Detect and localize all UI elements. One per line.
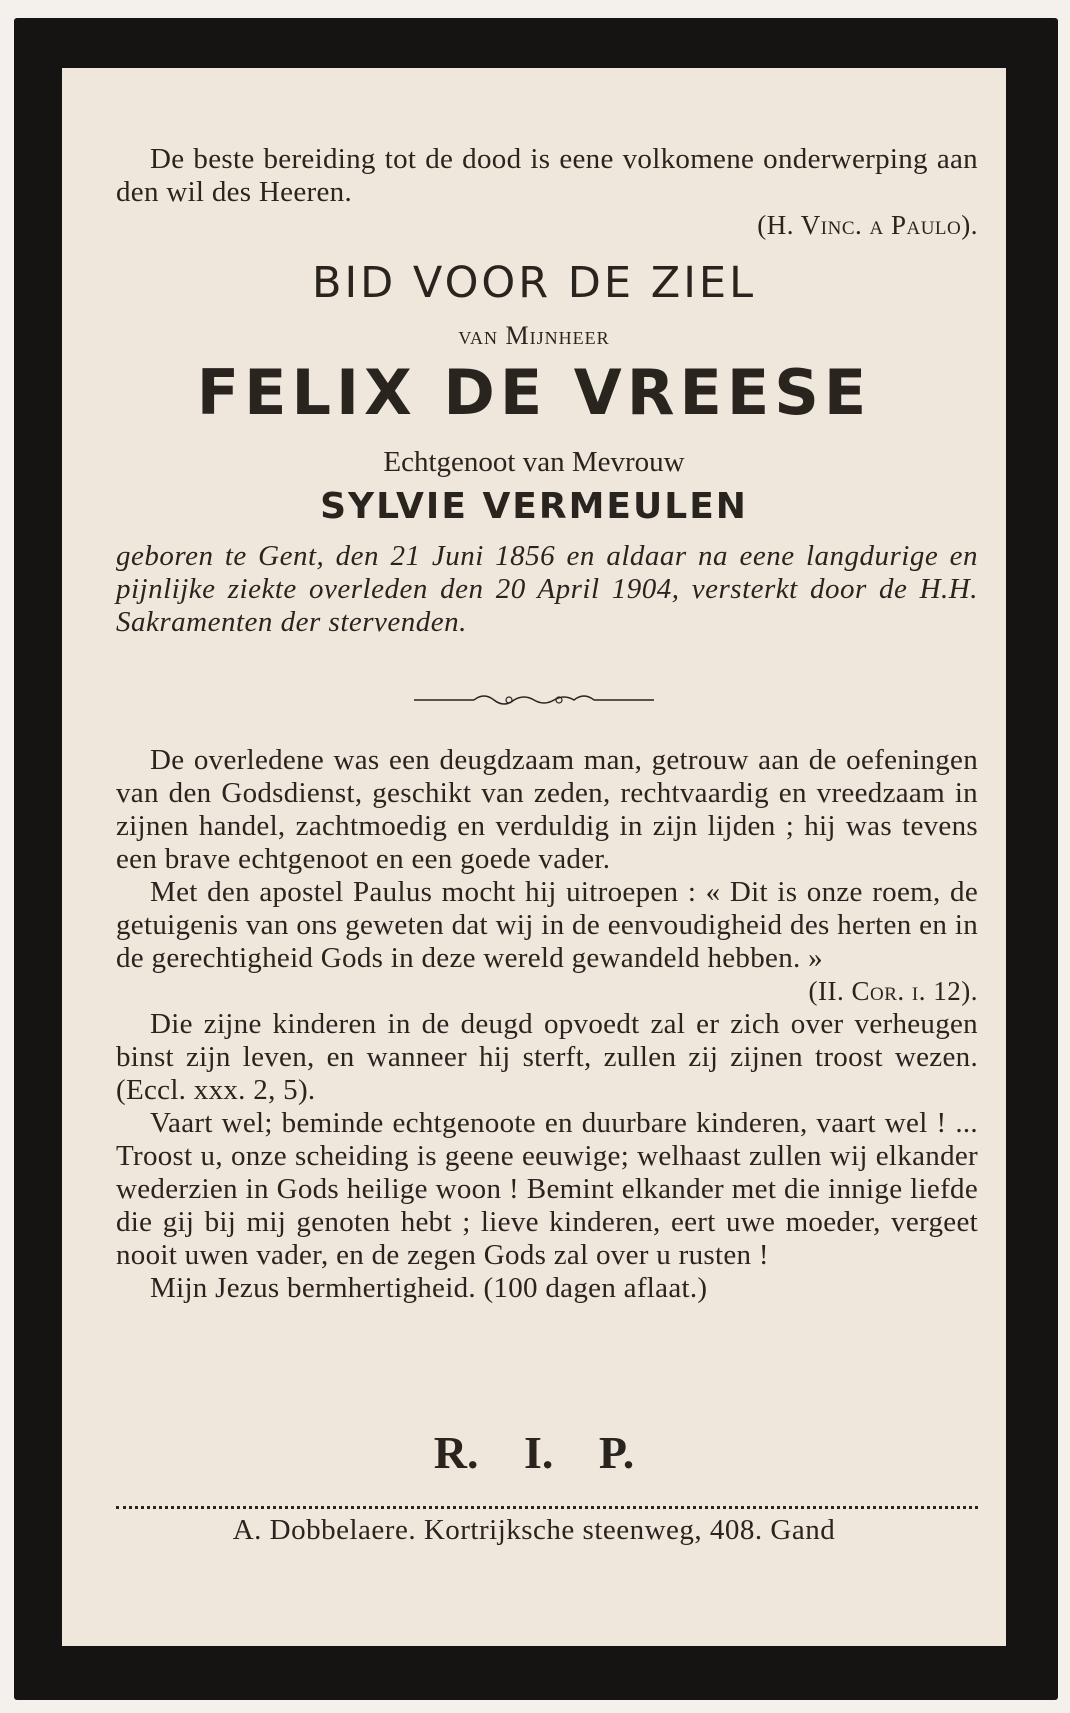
printer-imprint: A. Dobbelaere. Kortrijksche steenweg, 408. Gand — [232, 1514, 836, 1546]
mourning-card — [14, 18, 1058, 1700]
motto-source: (H. Vinc. a Paulo). — [757, 210, 978, 240]
card-paper — [62, 68, 1006, 1646]
paragraph-3: Die zijne kinderen in de deugd opvoedt zal er zich over verheugen binst zijn leven, en wanneer hij sterft, zullen zij zijnen troost wezen. (Eccl. xxx. 2, 5). — [116, 1008, 978, 1106]
heading: BID VOOR DE ZIEL — [311, 258, 757, 308]
rip: R. I. P. — [433, 1427, 635, 1478]
birth-death-text: geboren te Gent, den 21 Juni 1856 en aldaar na eene langdurige en pijnlijke ziekte overleden den 20 April 1904, versterkt door de H.H. Sakramenten der stervenden. — [116, 540, 978, 638]
spouse-label: Echtgenoot van Mevrouw — [383, 446, 685, 478]
divider — [116, 1506, 978, 1509]
ornament-divider-icon — [414, 690, 654, 710]
paragraph-2-reference: (II. Cor. i. 12). — [808, 976, 978, 1006]
motto-text: De beste bereiding tot de dood is eene volkomene onderwerping aan den wil des Heeren. — [116, 143, 978, 208]
paragraph-1: De overledene was een deugdzaam man, getrouw aan de oefeningen van den Godsdienst, geschikt van zeden, rechtvaardig en vreedzaam in zijnen handel, zachtmoedig en verduldig in zijn lijden ; hij was tevens een brave echtgenoot en een goede vader. — [116, 744, 978, 875]
paragraph-5: Mijn Jezus bermhertigheid. (100 dagen aflaat.) — [150, 1272, 708, 1304]
motto — [116, 143, 978, 242]
van-line: van Mijnheer — [458, 321, 610, 350]
spouse-name: SYLVIE VERMEULEN — [320, 486, 748, 527]
paragraph-2: Met den apostel Paulus mocht hij uitroepen : « Dit is onze roem, de getuigenis van ons geweten dat wij in de eenvoudigheid des herten en in de gerechtigheid Gods in deze wereld gewandeld hebben. » — [116, 876, 978, 974]
body-text — [116, 744, 978, 1305]
deceased-name: FELIX DE VREESE — [196, 356, 872, 429]
paragraph-4: Vaart wel; beminde echtgenoote en duurbare kinderen, vaart wel ! ... Troost u, onze scheiding is geene eeuwige; welhaast zullen wij elkander wederzien in Gods heilige woon ! Bemint elkander met die innige liefde die gij bij mij genoten hebt ; lieve kinderen, eert uwe moeder, vergeet nooit uwen vader, en de zegen Gods zal over u rusten ! — [116, 1107, 978, 1271]
